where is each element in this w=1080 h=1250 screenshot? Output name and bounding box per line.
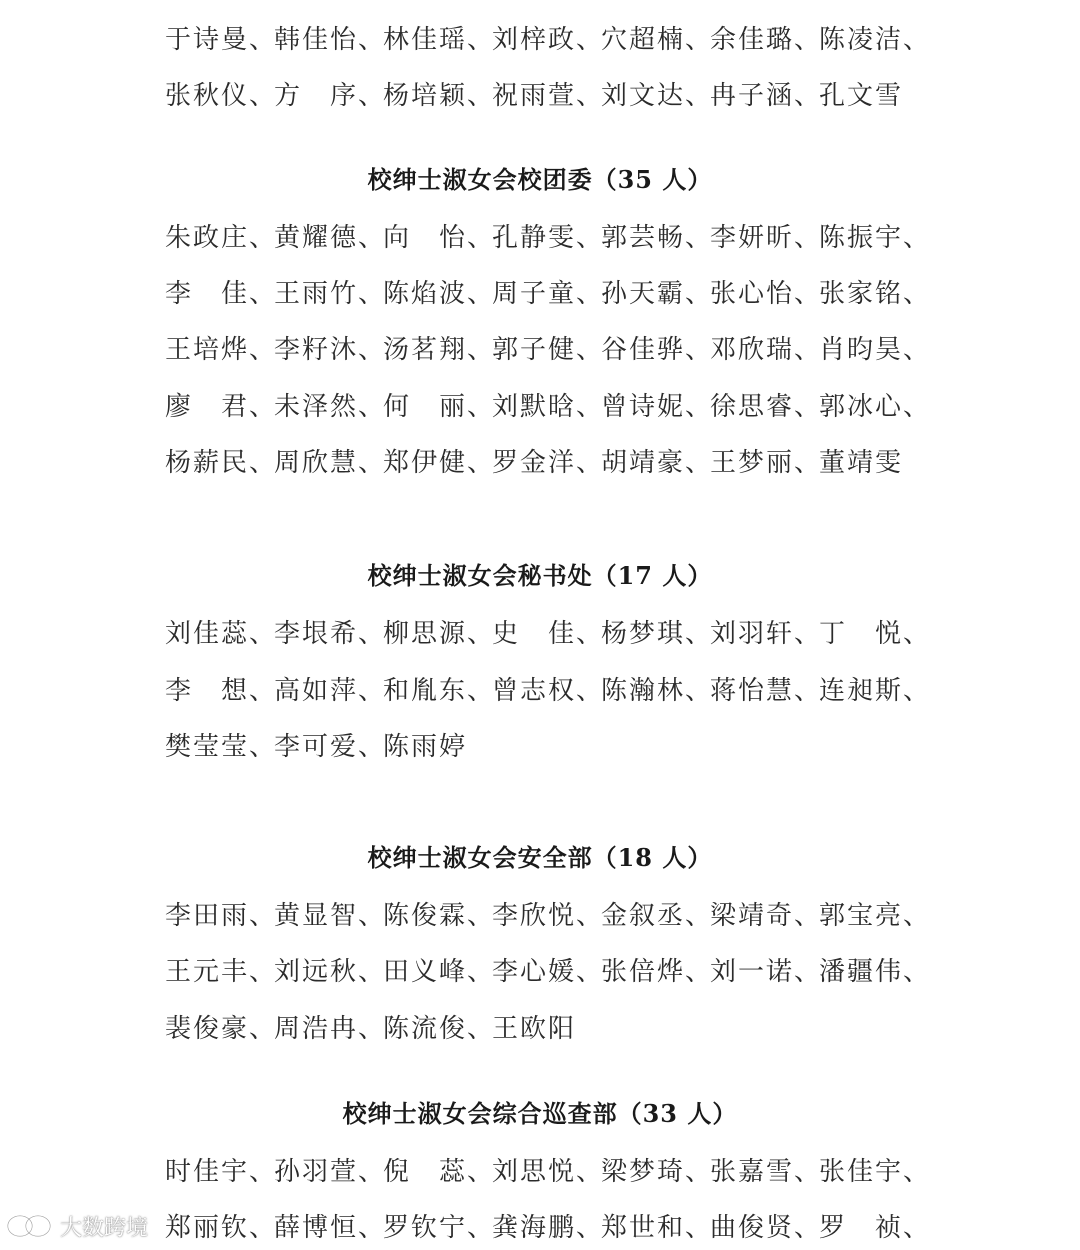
name-entry: 时佳宇、 [165, 1157, 278, 1187]
name-entry: 王欧阳 [492, 1014, 577, 1044]
name-entry: 李垠希、 [274, 619, 387, 649]
name-entry: 孔静雯、 [492, 223, 605, 253]
name-entry: 刘梓政、 [492, 25, 605, 55]
name-entry: 冉子涵、 [710, 81, 823, 111]
name-entry: 郭芸畅、 [601, 223, 714, 253]
name-entry: 李妍昕、 [710, 223, 823, 253]
name-entry: 肖昀昊、 [819, 335, 932, 365]
name-entry: 李可爱、 [274, 732, 387, 762]
name-entry: 樊莹莹、 [165, 732, 278, 762]
name-entry: 林佳瑶、 [383, 25, 496, 55]
name-entry: 孙天霸、 [601, 279, 714, 309]
name-entry: 何 丽、 [383, 392, 496, 422]
name-entry: 王梦丽、 [710, 448, 823, 478]
name-entry: 曲俊贤、 [710, 1213, 823, 1243]
name-line [165, 274, 932, 314]
name-entry: 张心怡、 [710, 279, 823, 309]
name-entry: 王培烨、 [165, 335, 278, 365]
name-entry: 张佳宇、 [819, 1157, 932, 1187]
section-heading: 校绅士淑女会综合巡查部（33 人） [342, 1099, 738, 1128]
name-entry: 徐思睿、 [710, 392, 823, 422]
name-entry: 陈焰波、 [383, 279, 496, 309]
name-entry: 董靖雯 [819, 448, 904, 478]
section-heading: 校绅士淑女会校团委（35 人） [367, 165, 713, 194]
name-entry: 陈俊霖、 [383, 901, 496, 931]
name-entry: 向 怡、 [383, 223, 496, 253]
name-line [165, 671, 932, 711]
name-line [165, 20, 932, 60]
name-entry: 蒋怡慧、 [710, 676, 823, 706]
name-entry: 和胤东、 [383, 676, 496, 706]
name-entry: 曾诗妮、 [601, 392, 714, 422]
name-line [165, 614, 932, 654]
name-entry: 余佳璐、 [710, 25, 823, 55]
name-entry: 杨薪民、 [165, 448, 278, 478]
name-entry: 朱政庄、 [165, 223, 278, 253]
name-entry: 刘远秋、 [274, 957, 387, 987]
name-entry: 倪 蕊、 [383, 1157, 496, 1187]
name-entry: 孙羽萱、 [274, 1157, 387, 1187]
name-entry: 郑伊健、 [383, 448, 496, 478]
section-heading: 校绅士淑女会安全部（18 人） [367, 843, 713, 872]
name-entry: 裴俊豪、 [165, 1014, 278, 1044]
name-entry: 李 想、 [165, 676, 278, 706]
name-entry: 祝雨萱、 [492, 81, 605, 111]
name-entry: 杨培颖、 [383, 81, 496, 111]
name-entry: 杨梦琪、 [601, 619, 714, 649]
name-line [165, 387, 932, 427]
name-entry: 刘文达、 [601, 81, 714, 111]
name-entry: 王元丰、 [165, 957, 278, 987]
name-entry: 刘默晗、 [492, 392, 605, 422]
name-entry: 李籽沐、 [274, 335, 387, 365]
name-line [165, 218, 932, 258]
name-entry: 陈瀚林、 [601, 676, 714, 706]
watermark [6, 1211, 148, 1242]
name-entry: 于诗曼、 [165, 25, 278, 55]
name-entry: 穴超楠、 [601, 25, 714, 55]
name-entry: 李欣悦、 [492, 901, 605, 931]
name-entry: 郭子健、 [492, 335, 605, 365]
name-entry: 陈振宇、 [819, 223, 932, 253]
name-entry: 张秋仪、 [165, 81, 278, 111]
name-entry: 周欣慧、 [274, 448, 387, 478]
name-entry: 郑丽钦、 [165, 1213, 278, 1243]
name-entry: 黄显智、 [274, 901, 387, 931]
name-entry: 金叙丞、 [601, 901, 714, 931]
name-entry: 梁靖奇、 [710, 901, 823, 931]
name-entry: 田义峰、 [383, 957, 496, 987]
name-entry: 邓欣瑞、 [710, 335, 823, 365]
name-entry: 张倍烨、 [601, 957, 714, 987]
name-entry: 薛博恒、 [274, 1213, 387, 1243]
name-entry: 刘佳蕊、 [165, 619, 278, 649]
name-entry: 郭冰心、 [819, 392, 932, 422]
name-entry: 谷佳骅、 [601, 335, 714, 365]
name-entry: 周子童、 [492, 279, 605, 309]
name-entry: 龚海鹏、 [492, 1213, 605, 1243]
name-entry: 李田雨、 [165, 901, 278, 931]
name-entry: 未泽然、 [274, 392, 387, 422]
name-entry: 方 序、 [274, 81, 387, 111]
name-line [165, 1152, 932, 1192]
name-entry: 曾志权、 [492, 676, 605, 706]
name-entry: 高如萍、 [274, 676, 387, 706]
name-entry: 李心媛、 [492, 957, 605, 987]
name-entry: 刘思悦、 [492, 1157, 605, 1187]
name-entry: 潘疆伟、 [819, 957, 932, 987]
name-entry: 孔文雪 [819, 81, 904, 111]
name-line [165, 1009, 925, 1049]
name-entry: 罗钦宁、 [383, 1213, 496, 1243]
name-entry: 罗金洋、 [492, 448, 605, 478]
name-entry: 陈雨婷 [383, 732, 468, 762]
name-entry: 廖 君、 [165, 392, 278, 422]
name-entry: 张嘉雪、 [710, 1157, 823, 1187]
name-line [165, 1208, 932, 1248]
name-entry: 丁 悦、 [819, 619, 932, 649]
name-entry: 陈流俊、 [383, 1014, 496, 1044]
name-entry: 陈凌洁、 [819, 25, 932, 55]
name-entry: 周浩冉、 [274, 1014, 387, 1044]
name-line [165, 76, 925, 116]
name-entry: 汤茗翔、 [383, 335, 496, 365]
name-entry: 韩佳怡、 [274, 25, 387, 55]
name-entry: 郑世和、 [601, 1213, 714, 1243]
name-entry: 罗 祯、 [819, 1213, 932, 1243]
name-line [165, 952, 932, 992]
name-line [165, 443, 925, 483]
name-entry: 柳思源、 [383, 619, 496, 649]
name-entry: 李 佳、 [165, 279, 278, 309]
name-entry: 梁梦琦、 [601, 1157, 714, 1187]
name-entry: 刘羽轩、 [710, 619, 823, 649]
watermark-text: 大数跨境 [60, 1216, 149, 1241]
name-entry: 史 佳、 [492, 619, 605, 649]
name-line [165, 727, 925, 767]
name-line [165, 330, 932, 370]
name-entry: 王雨竹、 [274, 279, 387, 309]
name-entry: 黄耀德、 [274, 223, 387, 253]
name-entry: 连昶斯、 [819, 676, 932, 706]
name-entry: 胡靖豪、 [601, 448, 714, 478]
name-entry: 郭宝亮、 [819, 901, 932, 931]
chat-bubble-logo-icon [6, 1213, 54, 1241]
section-heading: 校绅士淑女会秘书处（17 人） [367, 561, 713, 590]
name-entry: 张家铭、 [819, 279, 932, 309]
name-line [165, 896, 932, 936]
name-entry: 刘一诺、 [710, 957, 823, 987]
